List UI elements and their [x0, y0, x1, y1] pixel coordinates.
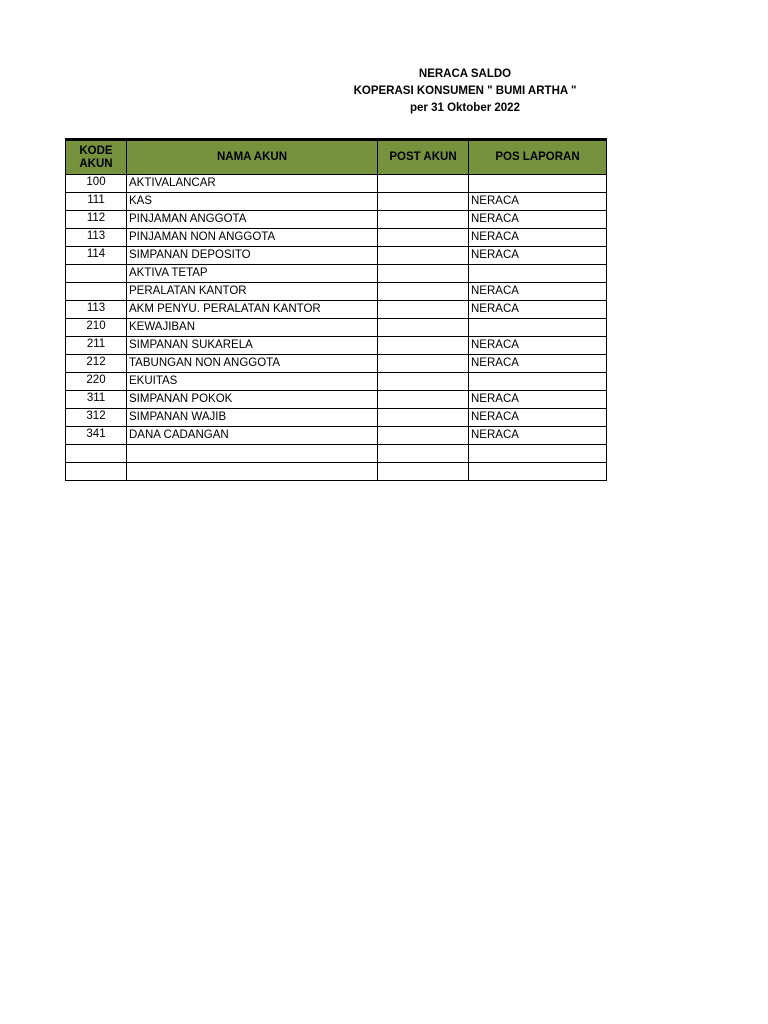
column-header-nama-akun: NAMA AKUN: [127, 140, 378, 175]
column-header-kode-akun: [66, 140, 127, 175]
table-body: [66, 175, 607, 481]
cell-nama-akun: AKTIVALANCAR: [127, 175, 378, 193]
cell-kode-akun: [66, 283, 127, 301]
cell-kode-akun: 111: [66, 193, 127, 211]
cell-post-akun: [378, 427, 469, 445]
table-row: [66, 337, 607, 355]
column-header-kode-line2: AKUN: [79, 157, 113, 170]
cell-pos-laporan: NERACA: [469, 283, 607, 301]
cell-kode-akun: 113: [66, 301, 127, 319]
cell-nama-akun: PINJAMAN NON ANGGOTA: [127, 229, 378, 247]
cell-nama-akun: SIMPANAN DEPOSITO: [127, 247, 378, 265]
table-header-row: [66, 140, 607, 175]
cell-pos-laporan: [469, 445, 607, 463]
cell-pos-laporan: [469, 265, 607, 283]
organization-name: KOPERASI KONSUMEN " BUMI ARTHA ": [353, 85, 577, 97]
cell-pos-laporan: NERACA: [469, 229, 607, 247]
table-row: [66, 319, 607, 337]
report-title: NERACA SALDO: [418, 68, 512, 80]
report-date: per 31 Oktober 2022: [410, 102, 520, 114]
cell-nama-akun: DANA CADANGAN: [127, 427, 378, 445]
cell-post-akun: [378, 193, 469, 211]
cell-pos-laporan: NERACA: [469, 247, 607, 265]
column-header-pos-laporan: POS LAPORAN: [469, 140, 607, 175]
cell-pos-laporan: NERACA: [469, 355, 607, 373]
cell-kode-akun: [66, 265, 127, 283]
table-row: [66, 193, 607, 211]
cell-post-akun: [378, 265, 469, 283]
cell-kode-akun: 220: [66, 373, 127, 391]
cell-post-akun: [378, 463, 469, 481]
cell-nama-akun: SIMPANAN POKOK: [127, 391, 378, 409]
cell-kode-akun: 341: [66, 427, 127, 445]
cell-pos-laporan: NERACA: [469, 211, 607, 229]
column-header-post-akun: POST AKUN: [378, 140, 469, 175]
cell-pos-laporan: NERACA: [469, 427, 607, 445]
table-row: [66, 229, 607, 247]
cell-kode-akun: 210: [66, 319, 127, 337]
cell-pos-laporan: NERACA: [469, 193, 607, 211]
cell-kode-akun: 114: [66, 247, 127, 265]
table-row: [66, 391, 607, 409]
cell-nama-akun: TABUNGAN NON ANGGOTA: [127, 355, 378, 373]
cell-pos-laporan: NERACA: [469, 301, 607, 319]
table-row: [66, 175, 607, 193]
cell-nama-akun: AKTIVA TETAP: [127, 265, 378, 283]
table-row: [66, 283, 607, 301]
table-row: [66, 301, 607, 319]
cell-nama-akun: AKM PENYU. PERALATAN KANTOR: [127, 301, 378, 319]
cell-post-akun: [378, 391, 469, 409]
table-row: [66, 211, 607, 229]
table-row: [66, 373, 607, 391]
cell-nama-akun: SIMPANAN SUKARELA: [127, 337, 378, 355]
document-title-block: [300, 66, 630, 117]
cell-post-akun: [378, 445, 469, 463]
cell-nama-akun: PINJAMAN ANGGOTA: [127, 211, 378, 229]
cell-nama-akun: EKUITAS: [127, 373, 378, 391]
cell-nama-akun: [127, 463, 378, 481]
cell-kode-akun: [66, 463, 127, 481]
table-row: [66, 427, 607, 445]
cell-post-akun: [378, 211, 469, 229]
cell-kode-akun: 312: [66, 409, 127, 427]
cell-nama-akun: PERALATAN KANTOR: [127, 283, 378, 301]
cell-post-akun: [378, 247, 469, 265]
cell-post-akun: [378, 355, 469, 373]
cell-post-akun: [378, 337, 469, 355]
cell-nama-akun: KEWAJIBAN: [127, 319, 378, 337]
cell-post-akun: [378, 283, 469, 301]
cell-pos-laporan: NERACA: [469, 409, 607, 427]
cell-kode-akun: [66, 445, 127, 463]
cell-nama-akun: [127, 445, 378, 463]
cell-pos-laporan: [469, 175, 607, 193]
cell-pos-laporan: [469, 373, 607, 391]
table-row: [66, 355, 607, 373]
cell-post-akun: [378, 175, 469, 193]
cell-post-akun: [378, 373, 469, 391]
table-row: [66, 463, 607, 481]
cell-pos-laporan: NERACA: [469, 391, 607, 409]
cell-pos-laporan: [469, 463, 607, 481]
cell-kode-akun: 112: [66, 211, 127, 229]
cell-kode-akun: 100: [66, 175, 127, 193]
table-row: [66, 445, 607, 463]
cell-post-akun: [378, 301, 469, 319]
cell-kode-akun: 113: [66, 229, 127, 247]
cell-nama-akun: SIMPANAN WAJIB: [127, 409, 378, 427]
cell-post-akun: [378, 409, 469, 427]
cell-pos-laporan: [469, 319, 607, 337]
column-header-kode-line1: KODE: [79, 144, 113, 157]
cell-kode-akun: 212: [66, 355, 127, 373]
cell-kode-akun: 311: [66, 391, 127, 409]
cell-kode-akun: 211: [66, 337, 127, 355]
trial-balance-table: [65, 138, 607, 481]
table-row: [66, 409, 607, 427]
cell-nama-akun: KAS: [127, 193, 378, 211]
cell-post-akun: [378, 229, 469, 247]
table-row: [66, 247, 607, 265]
cell-pos-laporan: NERACA: [469, 337, 607, 355]
table-row: [66, 265, 607, 283]
cell-post-akun: [378, 319, 469, 337]
